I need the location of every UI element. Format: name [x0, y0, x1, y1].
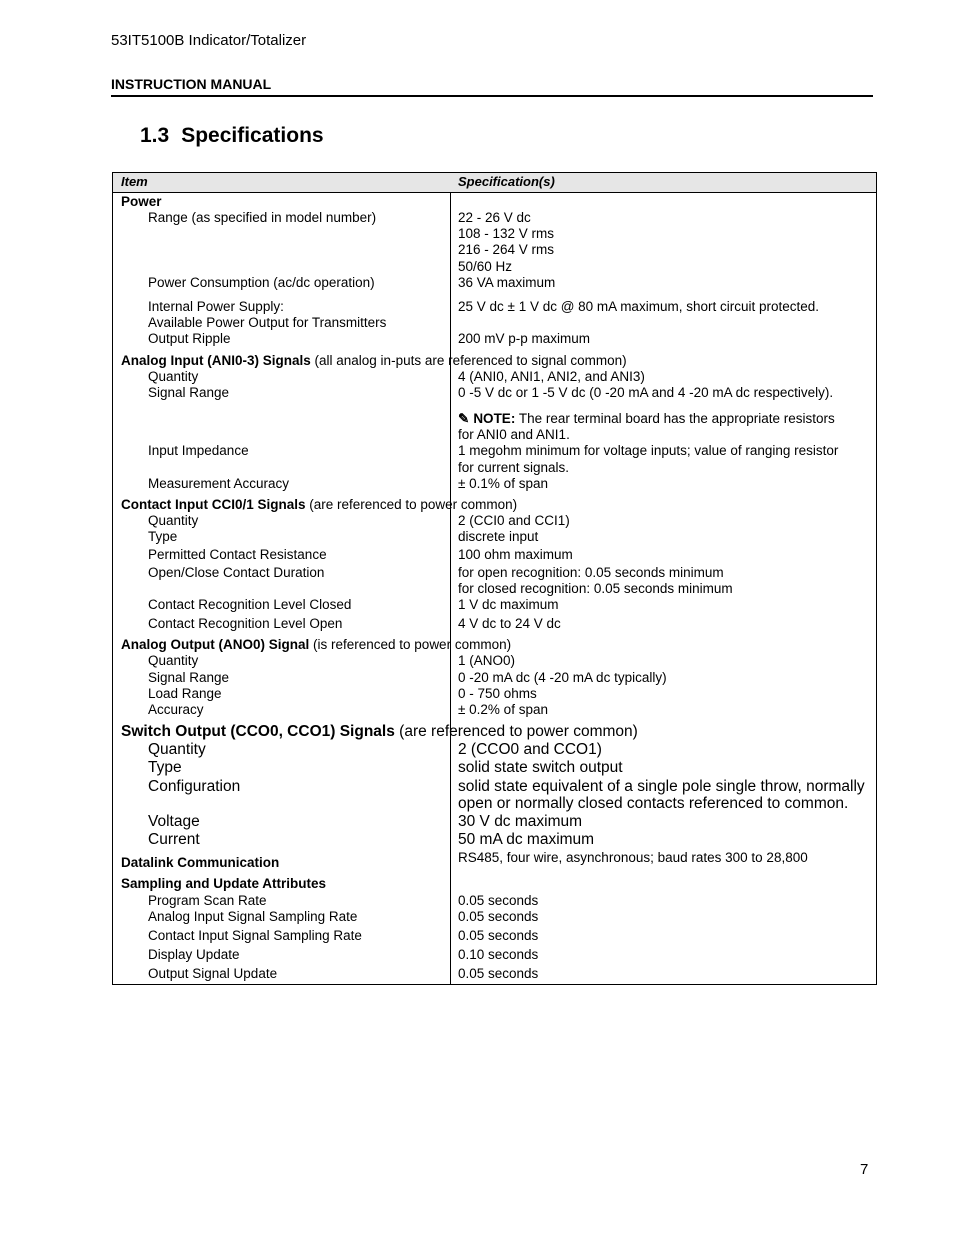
contact-input-quantity-label: Quantity	[148, 513, 199, 528]
power-range-label: Range (as specified in model number)	[148, 210, 377, 225]
contact-duration-label: Open/Close Contact Duration	[148, 565, 325, 580]
power-range-value-4: 50/60 Hz	[458, 259, 513, 274]
power-consumption-label: Power Consumption (ac/dc operation)	[148, 275, 375, 290]
display-update-label: Display Update	[148, 947, 240, 962]
output-ripple-value: 200 mV p-p maximum	[458, 331, 591, 346]
measurement-accuracy-value: ± 0.1% of span	[458, 476, 548, 491]
note-text-line-1: The rear terminal board has the appropriate resistors	[515, 411, 835, 426]
input-impedance-value-2: for current signals.	[458, 460, 570, 475]
input-impedance-value-1: 1 megohm minimum for voltage inputs; value of ranging resistor	[458, 443, 839, 458]
analog-output-accuracy-value: ± 0.2% of span	[458, 702, 548, 717]
contact-resistance-value: 100 ohm maximum	[458, 547, 573, 562]
program-scan-rate-value: 0.05 seconds	[458, 893, 539, 908]
document-title: 53IT5100B Indicator/Totalizer	[111, 32, 307, 49]
contact-input-type-value: discrete input	[458, 529, 539, 544]
switch-output-current-label: Current	[148, 831, 200, 848]
power-range-value-2: 108 - 132 V rms	[458, 226, 555, 241]
contact-sampling-rate-value: 0.05 seconds	[458, 928, 539, 943]
analog-sampling-rate-value: 0.05 seconds	[458, 909, 539, 924]
page-number: 7	[860, 1161, 869, 1178]
note-text-line-2: for ANI0 and ANI1.	[458, 427, 570, 442]
recognition-open-value: 4 V dc to 24 V dc	[458, 616, 561, 631]
load-range-value: 0 - 750 ohms	[458, 686, 537, 701]
output-ripple-label: Output Ripple	[148, 331, 231, 346]
input-impedance-label: Input Impedance	[148, 443, 249, 458]
analog-input-quantity-value: 4 (ANI0, ANI1, ANI2, and ANI3)	[458, 369, 645, 384]
switch-output-quantity-label: Quantity	[148, 741, 206, 758]
analog-sampling-rate-label: Analog Input Signal Sampling Rate	[148, 909, 358, 924]
switch-output-voltage-label: Voltage	[148, 813, 200, 830]
power-consumption-value: 36 VA maximum	[458, 275, 556, 290]
switch-output-type-value: solid state switch output	[458, 759, 623, 776]
analog-input-title-rest: (all analog in-puts are referenced to signal common)	[310, 353, 627, 368]
display-update-value: 0.10 seconds	[458, 947, 539, 962]
switch-output-quantity-value: 2 (CCO0 and CCO1)	[458, 741, 602, 758]
header-divider	[111, 95, 873, 97]
switch-output-config-value-1: solid state equivalent of a single pole single throw, normally	[458, 778, 865, 795]
specifications-table	[112, 172, 877, 985]
switch-output-config-label: Configuration	[148, 778, 241, 795]
analog-input-range-label: Signal Range	[148, 385, 230, 400]
contact-input-group-title	[121, 497, 517, 513]
output-signal-update-value: 0.05 seconds	[458, 966, 539, 981]
analog-output-title-bold: Analog Output (ANO0) Signal	[121, 637, 310, 652]
contact-duration-value-1: for open recognition: 0.05 seconds minimum	[458, 565, 724, 580]
contact-input-title-bold: Contact Input CCI0/1 Signals	[121, 497, 306, 512]
column-divider	[450, 173, 451, 984]
switch-output-group-title	[121, 723, 638, 741]
analog-output-range-value: 0 -20 mA dc (4 -20 mA dc typically)	[458, 670, 667, 685]
analog-input-group-title	[121, 353, 627, 369]
analog-input-range-value: 0 -5 V dc or 1 -5 V dc (0 -20 mA and 4 -20 mA dc respectively).	[458, 385, 834, 400]
contact-sampling-rate-label: Contact Input Signal Sampling Rate	[148, 928, 362, 943]
contact-input-quantity-value: 2 (CCI0 and CCI1)	[458, 513, 570, 528]
manual-label: INSTRUCTION MANUAL	[111, 76, 272, 92]
switch-output-title-rest: (are referenced to power common)	[394, 723, 638, 740]
internal-power-value: 25 V dc ± 1 V dc @ 80 mA maximum, short circuit protected.	[458, 299, 819, 314]
section-number: 1.3	[140, 124, 170, 147]
analog-output-title-rest: (is referenced to power common)	[309, 637, 512, 652]
contact-input-type-label: Type	[148, 529, 178, 544]
note-label: NOTE:	[473, 411, 516, 426]
analog-output-accuracy-label: Accuracy	[148, 702, 204, 717]
table-header-row	[113, 173, 876, 193]
switch-output-current-value: 50 mA dc maximum	[458, 831, 595, 848]
switch-output-voltage-value: 30 V dc maximum	[458, 813, 583, 830]
program-scan-rate-label: Program Scan Rate	[148, 893, 267, 908]
section-title: Specifications	[181, 124, 324, 147]
analog-input-title-bold: Analog Input (ANI0-3) Signals	[121, 353, 311, 368]
load-range-label: Load Range	[148, 686, 222, 701]
analog-input-note	[458, 411, 835, 427]
recognition-closed-value: 1 V dc maximum	[458, 597, 559, 612]
internal-power-label: Internal Power Supply:	[148, 299, 284, 314]
analog-output-quantity-label: Quantity	[148, 653, 199, 668]
recognition-closed-label: Contact Recognition Level Closed	[148, 597, 352, 612]
contact-resistance-label: Permitted Contact Resistance	[148, 547, 327, 562]
switch-output-config-value-2: open or normally closed contacts referenced to common.	[458, 795, 849, 812]
recognition-open-label: Contact Recognition Level Open	[148, 616, 343, 631]
contact-input-title-rest: (are referenced to power common)	[305, 497, 518, 512]
sampling-group-title: Sampling and Update Attributes	[121, 876, 327, 891]
measurement-accuracy-label: Measurement Accuracy	[148, 476, 290, 491]
analog-input-quantity-label: Quantity	[148, 369, 199, 384]
contact-duration-value-2: for closed recognition: 0.05 seconds minimum	[458, 581, 733, 596]
analog-output-quantity-value: 1 (ANO0)	[458, 653, 516, 668]
power-range-value-1: 22 - 26 V dc	[458, 210, 531, 225]
analog-output-range-label: Signal Range	[148, 670, 230, 685]
column-header-specification: Specification(s)	[458, 174, 555, 189]
column-header-item: Item	[121, 174, 148, 189]
section-heading	[140, 124, 324, 148]
switch-output-type-label: Type	[148, 759, 182, 776]
pencil-icon: ✎	[458, 411, 470, 426]
datalink-group-title: Datalink Communication	[121, 855, 280, 870]
available-power-label: Available Power Output for Transmitters	[148, 315, 387, 330]
power-group-title: Power	[121, 194, 162, 209]
datalink-value: RS485, four wire, asynchronous; baud rates 300 to 28,800	[458, 850, 808, 865]
analog-output-group-title	[121, 637, 511, 653]
output-signal-update-label: Output Signal Update	[148, 966, 278, 981]
power-range-value-3: 216 - 264 V rms	[458, 242, 555, 257]
switch-output-title-bold: Switch Output (CCO0, CCO1) Signals	[121, 723, 395, 740]
